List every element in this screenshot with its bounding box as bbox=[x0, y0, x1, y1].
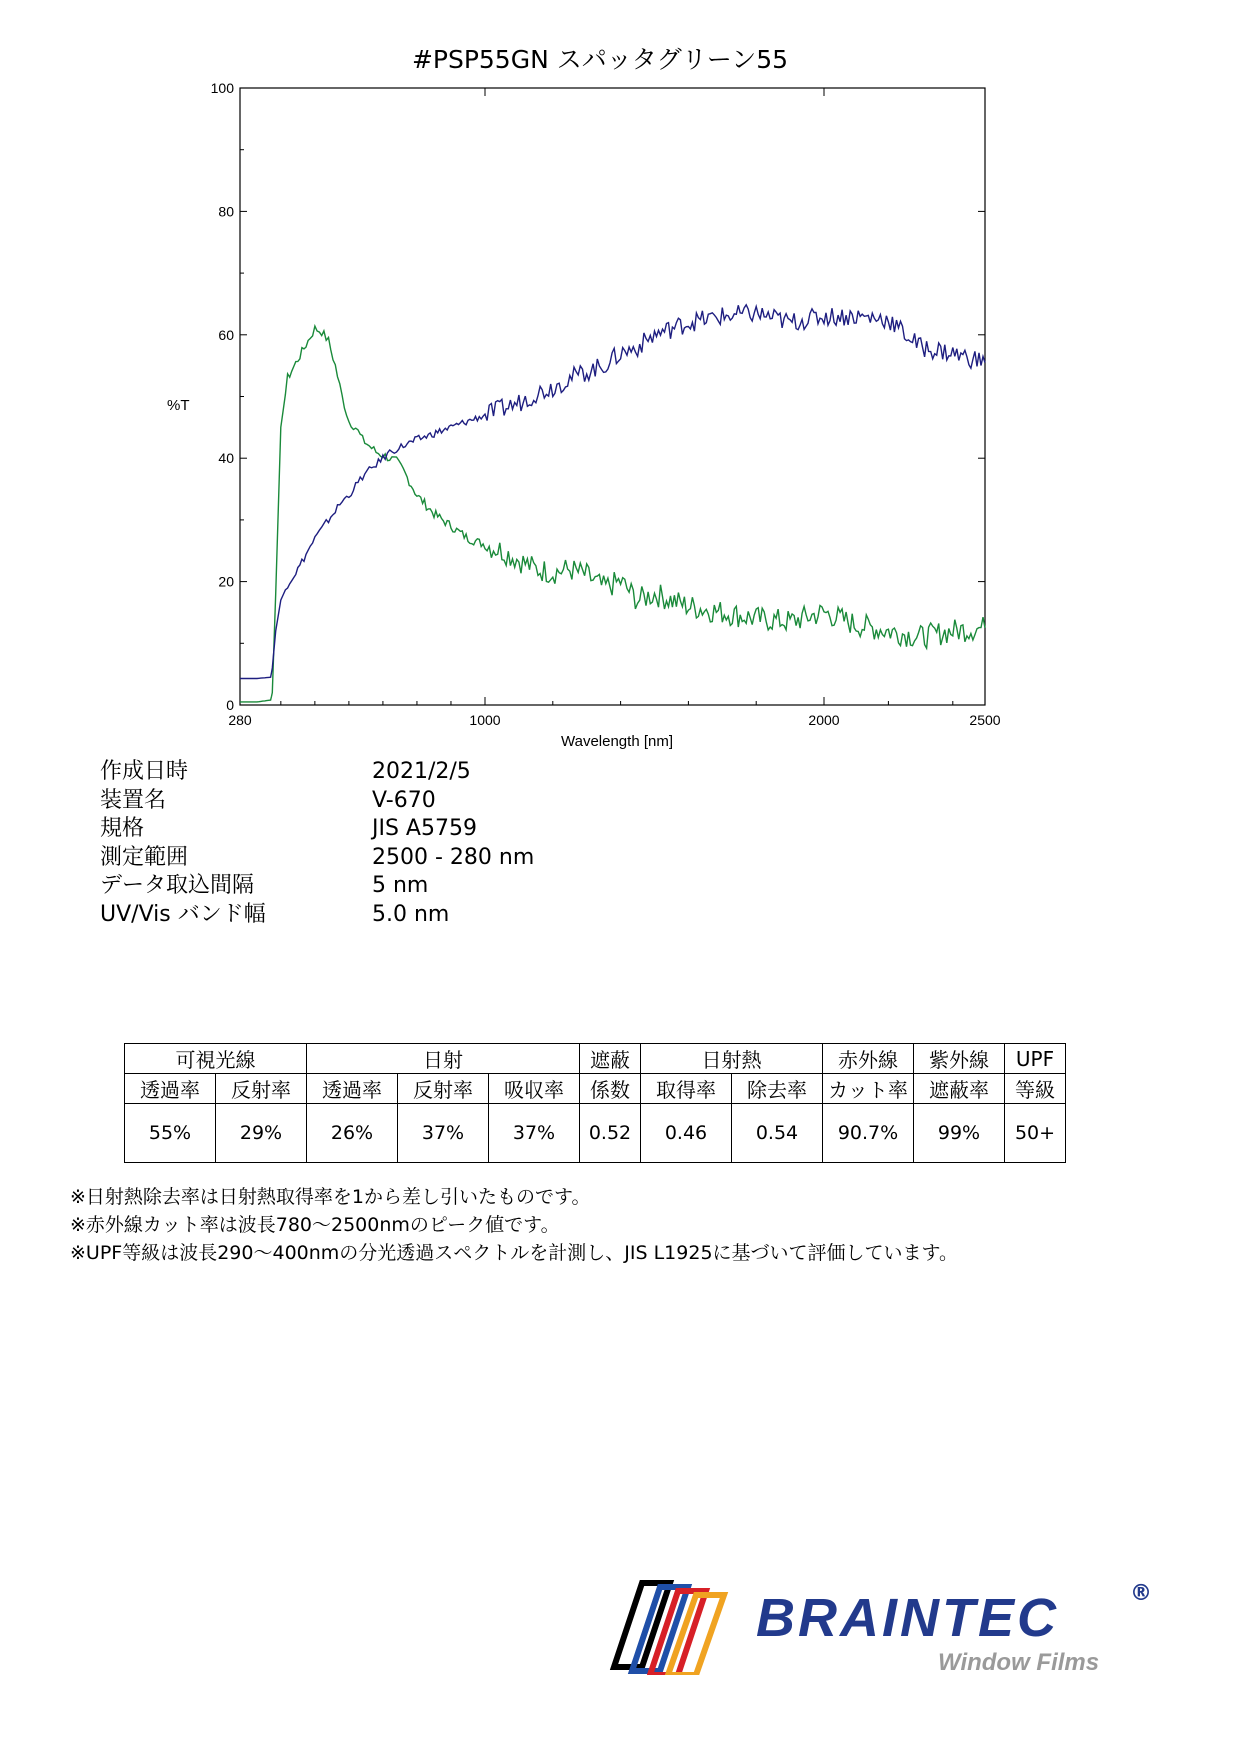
subheader-uv-block: 遮蔽率 bbox=[914, 1074, 1005, 1104]
subheader-visible-reflectance: 反射率 bbox=[216, 1074, 307, 1104]
value-visible-reflectance: 29% bbox=[216, 1104, 307, 1163]
value-solar-transmittance: 26% bbox=[307, 1104, 398, 1163]
value-shading-coefficient: 0.52 bbox=[580, 1104, 641, 1163]
footnote: ※日射熱除去率は日射熱取得率を1から差し引いたものです。 bbox=[70, 1186, 591, 1208]
spec-value: 2500 - 280 nm bbox=[372, 844, 535, 870]
spec-value: 5.0 nm bbox=[372, 901, 450, 927]
x-tick-label: 2000 bbox=[808, 712, 840, 728]
spec-label: 規格 bbox=[100, 816, 145, 841]
value-ir-cut: 90.7% bbox=[823, 1104, 914, 1163]
spec-row bbox=[100, 815, 534, 844]
value-uv-block: 99% bbox=[914, 1104, 1005, 1163]
chart-series-lines bbox=[240, 305, 985, 702]
subheader-solar-reflectance: 反射率 bbox=[398, 1074, 489, 1104]
series-line bbox=[240, 326, 985, 702]
header-solar: 日射 bbox=[307, 1044, 580, 1074]
header-upf: UPF bbox=[1005, 1044, 1066, 1074]
subheader-visible-transmittance: 透過率 bbox=[125, 1074, 216, 1104]
subheader-shading-coefficient: 係数 bbox=[580, 1074, 641, 1104]
header-infrared: 赤外線 bbox=[823, 1044, 914, 1074]
spec-label: 作成日時 bbox=[100, 759, 189, 784]
measurement-specs bbox=[100, 758, 534, 929]
y-tick-label: 80 bbox=[218, 203, 234, 220]
spec-label: 装置名 bbox=[100, 787, 167, 813]
header-shading: 遮蔽 bbox=[580, 1044, 641, 1074]
spec-value: JIS A5759 bbox=[372, 816, 477, 841]
subheader-solar-absorptance: 吸収率 bbox=[489, 1074, 580, 1104]
subheader-ir-cut: カット率 bbox=[823, 1074, 914, 1104]
header-solar-heat: 日射熱 bbox=[641, 1044, 823, 1074]
y-tick-label: 60 bbox=[218, 326, 234, 343]
value-visible-transmittance: 55% bbox=[125, 1104, 216, 1163]
spec-label: UV/Vis バンド幅 bbox=[100, 901, 266, 927]
plot-frame bbox=[240, 88, 985, 705]
y-tick-label: 100 bbox=[210, 80, 234, 96]
brand-subtitle: Window Films bbox=[938, 1649, 1100, 1676]
braintec-logo bbox=[608, 1575, 1168, 1685]
registered-mark: ® bbox=[1130, 1581, 1152, 1606]
subheader-heat-gain: 取得率 bbox=[641, 1074, 732, 1104]
spec-value: 5 nm bbox=[372, 873, 429, 898]
page-title: #PSP55GN スパッタグリーン55 bbox=[411, 45, 789, 74]
value-heat-removal: 0.54 bbox=[732, 1104, 823, 1163]
footnote: ※UPF等級は波長290～400nmの分光透過スペクトルを計測し、JIS L1925に基づいて評価しています。 bbox=[70, 1242, 959, 1264]
spec-value: V-670 bbox=[372, 787, 436, 813]
spec-label: データ取込間隔 bbox=[100, 873, 255, 898]
header-ultraviolet: 紫外線 bbox=[914, 1044, 1005, 1074]
brand-name: BRAINTEC bbox=[756, 1588, 1059, 1648]
value-solar-reflectance: 37% bbox=[398, 1104, 489, 1163]
x-tick-label: 2500 bbox=[969, 712, 1001, 728]
spec-label: 測定範囲 bbox=[100, 844, 189, 870]
y-tick-label: 20 bbox=[218, 573, 234, 590]
series-line bbox=[240, 305, 985, 679]
spec-row bbox=[100, 872, 534, 901]
spec-row bbox=[100, 758, 534, 787]
spec-row bbox=[100, 844, 534, 873]
spec-row bbox=[100, 901, 534, 930]
value-solar-absorptance: 37% bbox=[489, 1104, 580, 1163]
y-tick-label: 0 bbox=[226, 697, 234, 713]
logo-mark-icon bbox=[608, 1575, 758, 1675]
spectrum-chart bbox=[150, 70, 1030, 760]
y-axis-label: %T bbox=[167, 397, 190, 414]
header-visible: 可視光線 bbox=[125, 1044, 307, 1074]
x-tick-label: 1000 bbox=[469, 712, 501, 728]
footnote: ※赤外線カット率は波長780～2500nmのピーク値です。 bbox=[70, 1214, 560, 1236]
subheader-heat-removal: 除去率 bbox=[732, 1074, 823, 1104]
y-tick-label: 40 bbox=[218, 450, 234, 467]
spec-value: 2021/2/5 bbox=[372, 759, 471, 784]
value-heat-gain: 0.46 bbox=[641, 1104, 732, 1163]
x-tick-label: 280 bbox=[228, 712, 252, 728]
chart-axes bbox=[211, 80, 1001, 728]
spec-row bbox=[100, 787, 534, 816]
performance-table bbox=[124, 1043, 1066, 1163]
footnotes bbox=[70, 1183, 958, 1267]
x-axis-label: Wavelength [nm] bbox=[561, 733, 673, 750]
subheader-upf-grade: 等級 bbox=[1005, 1074, 1066, 1104]
subheader-solar-transmittance: 透過率 bbox=[307, 1074, 398, 1104]
value-upf-grade: 50+ bbox=[1005, 1104, 1066, 1163]
